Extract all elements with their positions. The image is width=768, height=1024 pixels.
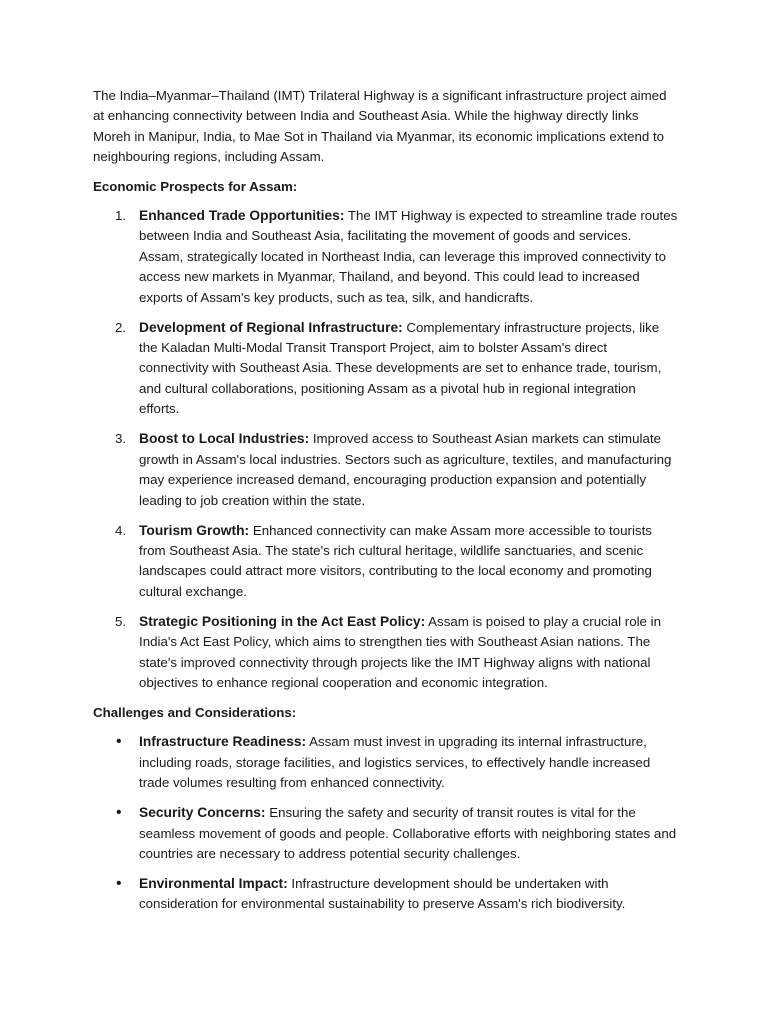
list-item [93, 206, 678, 308]
item-text: Assam is poised to play a crucial role in India's Act East Policy, which aims to strengthen ties with Southeast Asian nations. The state's improved connectivity through projects like the IMT Highway aligns with national objectives to enhance regional cooperation and economic integration. [139, 613, 661, 690]
item-term: Tourism Growth: [139, 522, 250, 538]
item-term: Boost to Local Industries: [139, 431, 310, 447]
item-text: Complementary infrastructure projects, like the Kaladan Multi-Modal Transit Transport Project, aim to bolster Assam's direct connectivity with Southeast Asia. These developments are set to enhance trade, tourism, and cultural collaborations, positioning Assam as a pivotal hub in regional integration efforts. [139, 319, 662, 417]
list-item [93, 874, 678, 915]
item-term: Security Concerns: [139, 805, 266, 821]
item-text: Enhanced connectivity can make Assam more accessible to tourists from Southeast Asia. The state's rich cultural heritage, wildlife sanctuaries, and scenic landscapes could attract more visitors, contributing to the local economy and promoting cultural exchange. [139, 522, 652, 599]
list-item [93, 429, 678, 511]
item-text: Improved access to Southeast Asian markets can stimulate growth in Assam's local industries. Sectors such as agriculture, textiles, and manufacturing may experience increased demand, encouraging production expansion and potentially leading to job creation within the state. [139, 431, 672, 508]
list-item [93, 732, 678, 793]
item-term: Environmental Impact: [139, 875, 288, 891]
item-text: The IMT Highway is expected to streamline trade routes between India and Southeast Asia, facilitating the movement of goods and services. Assam, strategically located in Northeast India, can leverage this improved connectivity to access new markets in Myanmar, Thailand, and beyond. This could lead to increased exports of Assam's key products, such as tea, silk, and handicrafts. [139, 208, 678, 305]
item-text: Infrastructure development should be undertaken with consideration for environmental sustainability to preserve Assam's rich biodiversity. [139, 875, 626, 912]
economic-prospects-heading: Economic Prospects for Assam: [93, 178, 298, 194]
bullet-icon: • [116, 804, 122, 822]
list-number: 1. [115, 208, 127, 224]
item-term: Strategic Positioning in the Act East Policy: [139, 613, 426, 629]
list-item [93, 612, 678, 694]
list-number: 3. [115, 431, 127, 447]
list-number: 2. [115, 319, 127, 335]
list-item [93, 803, 678, 864]
economic-prospects-list [93, 206, 678, 693]
list-item [93, 521, 678, 603]
item-term: Enhanced Trade Opportunities: [139, 208, 345, 224]
item-term: Infrastructure Readiness: [139, 734, 307, 750]
challenges-list [93, 732, 678, 914]
list-number: 4. [115, 522, 127, 538]
bullet-icon: • [116, 733, 122, 751]
list-number: 5. [115, 613, 127, 629]
challenges-heading: Challenges and Considerations: [93, 704, 297, 720]
intro-paragraph: The India–Myanmar–Thailand (IMT) Trilateral Highway is a significant infrastructure project aimed at enhancing connectivity between India and Southeast Asia. While the highway directly links Moreh in Manipur, India, to Mae Sot in Thailand via Myanmar, its economic implications extend to neighbouring regions, including Assam. [93, 88, 667, 165]
bullet-icon: • [116, 874, 122, 892]
item-text: Assam must invest in upgrading its internal infrastructure, including roads, storage facilities, and logistics services, to effectively handle increased trade volumes resulting from enhanced connectivity. [139, 734, 651, 791]
item-text: Ensuring the safety and security of transit routes is vital for the seamless movement of goods and people. Collaborative efforts with neighboring states and countries are necessary to address potential security challenges. [139, 805, 677, 861]
list-item [93, 318, 678, 420]
item-term: Development of Regional Infrastructure: [139, 319, 403, 335]
